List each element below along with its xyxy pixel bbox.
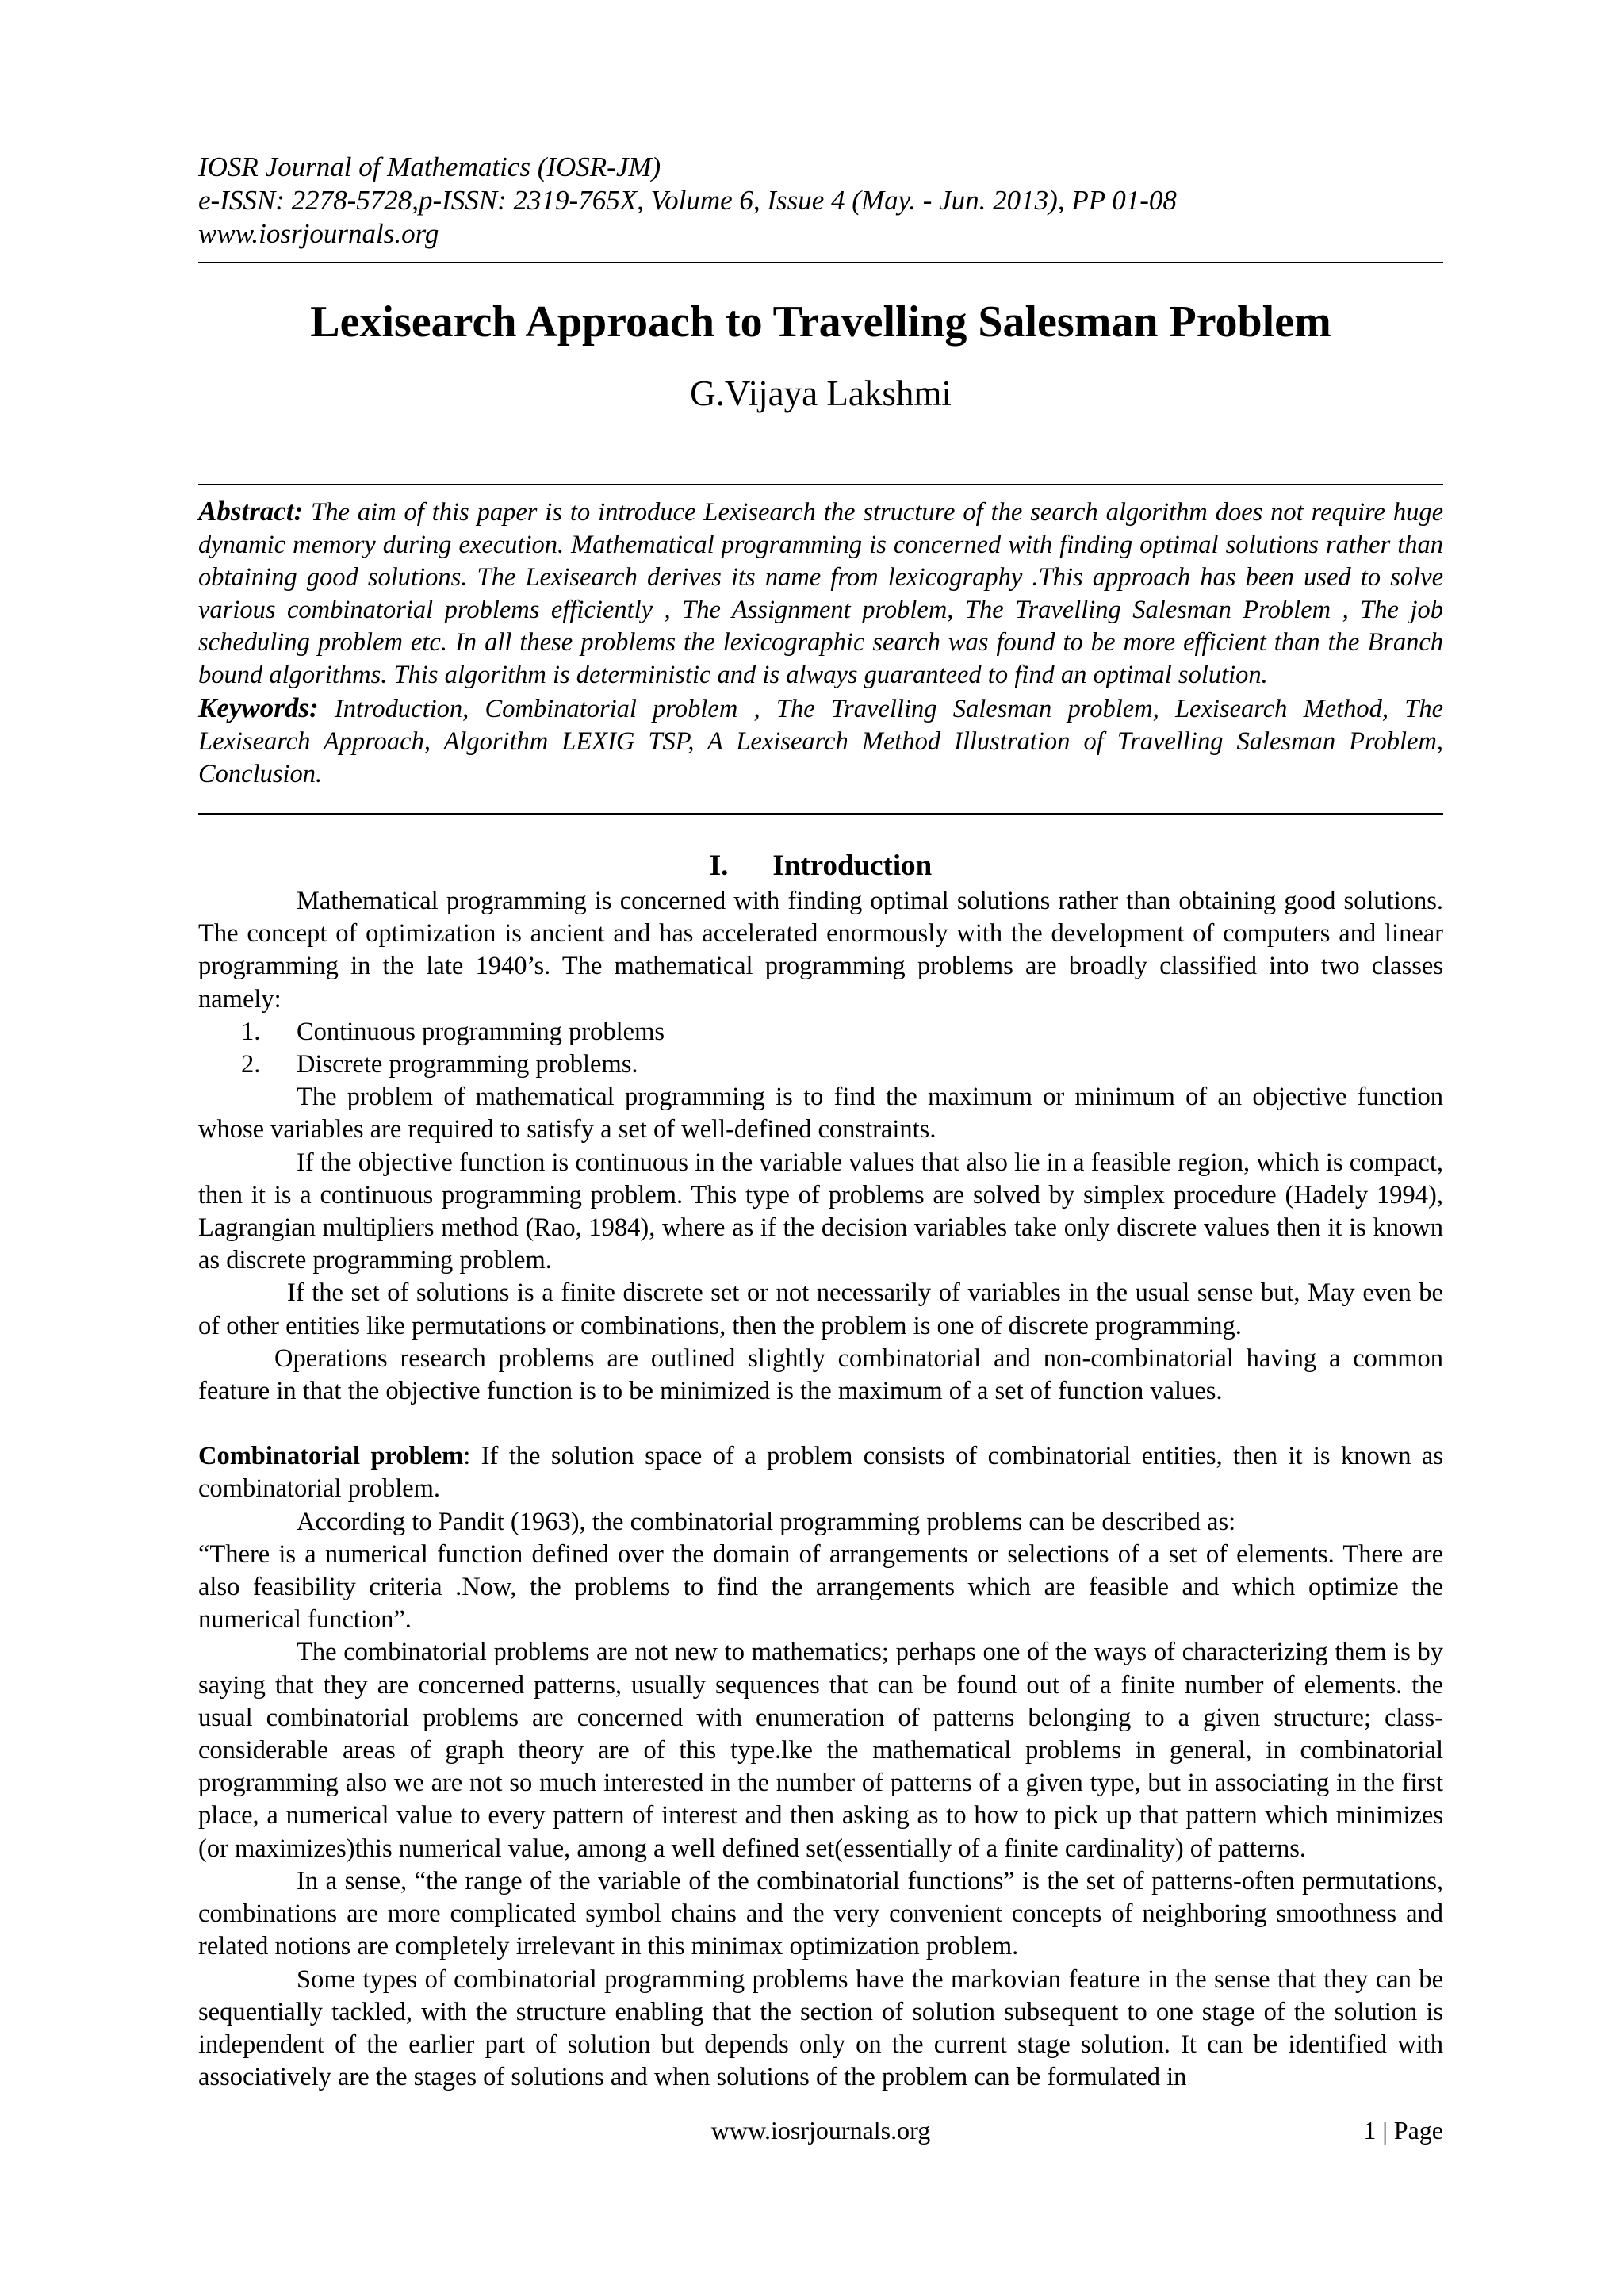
page-number: 1 | Page <box>1363 2116 1443 2145</box>
journal-name: IOSR Journal of Mathematics (IOSR-JM) <box>198 151 661 182</box>
keywords-label: Keywords: <box>198 692 319 723</box>
list-item: 2. Discrete programming problems. <box>241 1050 638 1079</box>
section-heading <box>198 849 1443 883</box>
paragraph: Operations research problems are outlined slightly combinatorial and non-combinatorial having a common feature in that the objective function is to be minimized is the maximum of a set of function values. <box>198 1343 1443 1406</box>
footer-website: www.iosrjournals.org <box>710 2116 931 2145</box>
abstract-bottom-rule <box>198 813 1443 815</box>
abstract-block <box>198 495 1443 791</box>
paper-author: G.Vijaya Lakshmi <box>690 374 952 413</box>
combinatorial-problem-text: : If the solution space of a problem consists of combinatorial entities, then it is known as combinatorial problem. <box>198 1442 1443 1504</box>
section-body <box>198 885 1443 2094</box>
journal-website: www.iosrjournals.org <box>198 218 439 249</box>
paragraph: The combinatorial problems are not new to mathematics; perhaps one of the ways of characterizing them is by saying that they are concerned patterns, usually sequences that can be found out of a finite number of elements. the usual combinatorial problems are concerned with enumeration of patterns belonging to a given structure; class-considerable areas of graph theory are of this type.lke the mathematical problems in general, in combinatorial programming also we are not so much interested in the number of patterns of a given type, but in associating in the first place, a numerical value to every pattern of interest and then asking as to how to pick up that pattern which minimizes (or maximizes)this numerical value, among a well defined set(essentially of a finite cardinality) of patterns. <box>198 1638 1443 1863</box>
paragraph: In a sense, “the range of the variable of the combinatorial functions” is the set of patterns-often permutations, combinations are more complicated symbol chains and the very convenient concepts of neighboring smoothness and related notions are completely irrelevant in this minimax optimization problem. <box>198 1866 1443 1961</box>
abstract-label: Abstract: <box>198 496 304 527</box>
paragraph: If the set of solutions is a finite discrete set or not necessarily of variables in the usual sense but, May even be of other entities like permutations or combinations, then the problem is one of discrete programming. <box>198 1278 1443 1340</box>
abstract-text: The aim of this paper is to introduce Lexisearch the structure of the search algorithm does not require huge dynamic memory during execution. Mathematical programming is concerned with finding optimal solutions rather than obtaining good solutions. The Lexisearch derives its name from lexicography .This approach has been used to solve various combinatorial problems efficiently , The Assignment problem, The Travelling Salesman Problem , The job scheduling problem etc. In all these problems the lexicographic search was found to be more efficient than the Branch bound algorithms. This algorithm is deterministic and is always guaranteed to find an optimal solution. <box>198 498 1443 689</box>
paragraph: The problem of mathematical programming is to find the maximum or minimum of an objective function whose variables are required to satisfy a set of well-defined constraints. <box>198 1083 1443 1144</box>
issn-line: e-ISSN: 2278-5728,p-ISSN: 2319-765X, Volume 6, Issue 4 (May. - Jun. 2013), PP 01-08 <box>198 185 1177 216</box>
section-number: I. <box>709 849 729 882</box>
programming-classes-list <box>198 1016 1443 1081</box>
combinatorial-problem-label: Combinatorial problem <box>198 1442 464 1471</box>
paragraph: Some types of combinatorial programming problems have the markovian feature in the sense that they can be sequentially tackled, with the structure enabling that the section of solution subsequent to one stage of the solution is independent of the earlier part of solution but depends only on the current stage solution. It can be identified with associatively are the stages of solutions and when solutions of the problem can be formulated in <box>198 1964 1443 2092</box>
paper-title: Lexisearch Approach to Travelling Salesman Problem <box>310 297 1331 347</box>
quote-paragraph: “There is a numerical function defined over the domain of arrangements or selections of a set of elements. There are also feasibility criteria .Now, the problems to find the arrangements which are feasible and which optimize the numerical function”. <box>198 1539 1443 1635</box>
list-item: 1. Continuous programming problems <box>241 1017 665 1046</box>
keywords-text: Introduction, Combinatorial problem , The Travelling Salesman problem, Lexisearch Method, The Lexisearch Approach, Algorithm LEXIG TSP, A Lexisearch Method Illustration of Travelling Salesman Problem, Conclusion. <box>198 695 1443 788</box>
section-title: Introduction <box>772 849 933 882</box>
abstract-top-rule <box>198 484 1443 485</box>
paragraph-gap <box>198 1408 1443 1440</box>
paragraph: According to Pandit (1963), the combinatorial programming problems can be described as: <box>297 1507 1236 1536</box>
paragraph: Mathematical programming is concerned with finding optimal solutions rather than obtaining good solutions. The concept of optimization is ancient and has accelerated enormously with the development of computers and linear programming in the late 1940’s. The mathematical programming problems are broadly classified into two classes namely: <box>198 887 1443 1014</box>
paragraph: If the objective function is continuous in the variable values that also lie in a feasible region, which is compact, then it is a continuous programming problem. This type of problems are solved by simplex procedure (Hadely 1994), Lagrangian multipliers method (Rao, 1984), where as if the decision variables take only discrete values then it is known as discrete programming problem. <box>198 1148 1443 1275</box>
header-rule <box>198 262 1443 263</box>
paragraph <box>198 1440 1443 1505</box>
journal-header <box>198 151 1443 251</box>
